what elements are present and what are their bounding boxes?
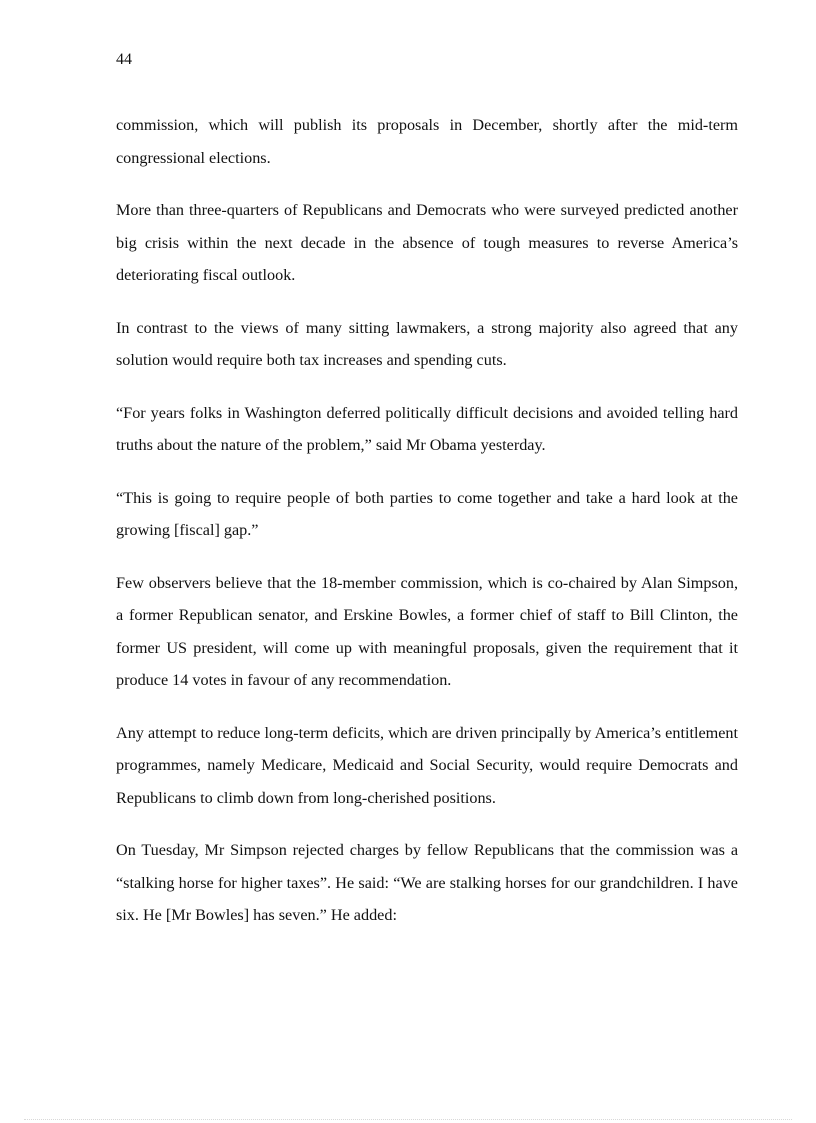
page-bottom-rule [24, 1119, 792, 1120]
paragraph-8: On Tuesday, Mr Simpson rejected charges by fellow Republicans that the commission was a “stalking horse for higher taxes”. He said: “We are stalking horses for our grandchildren. I have six. He [Mr Bowles] has seven.” He added: [116, 841, 738, 924]
paragraph-2: More than three-quarters of Republicans and Democrats who were surveyed predicted another big crisis within the next decade in the absence of tough measures to reverse America’s deteriorating fiscal outlook. [116, 201, 738, 284]
paragraph-1: commission, which will publish its proposals in December, shortly after the mid-term congressional elections. [116, 116, 738, 167]
paragraph-5: “This is going to require people of both parties to come together and take a hard look at the growing [fiscal] gap.” [116, 488, 738, 539]
paragraph-7: Any attempt to reduce long-term deficits, which are driven principally by America’s entitlement programmes, namely Medicare, Medicaid and Social Security, would require Democrats and Republicans to climb down from long-cherished positions. [116, 723, 738, 807]
paragraph-4: “For years folks in Washington deferred politically difficult decisions and avoided telling hard truths about the nature of the problem,” said Mr Obama yesterday. [116, 403, 738, 454]
page-number: 44 [116, 51, 132, 68]
paragraph-3: In contrast to the views of many sitting lawmakers, a strong majority also agreed that any solution would require both tax increases and spending cuts. [116, 318, 738, 369]
paragraph-6: Few observers believe that the 18-member commission, which is co-chaired by Alan Simpson, a former Republican senator, and Erskine Bowles, a former chief of staff to Bill Clinton, the former US president, will come up with meaningful proposals, given the requirement that it produce 14 votes in favour of any recommendation. [116, 573, 738, 689]
article-body [116, 109, 738, 952]
